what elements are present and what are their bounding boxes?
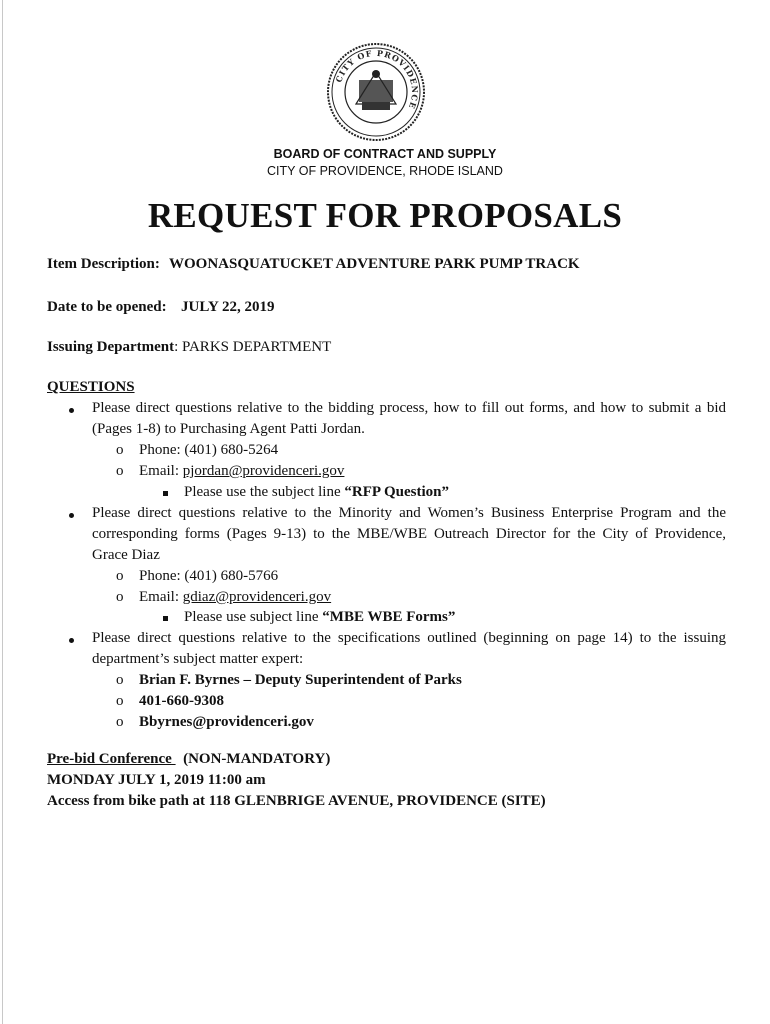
bullet1-email-row bbox=[139, 463, 344, 480]
bullet2-line2: corresponding forms (Pages 9-13) to the MBE/WBE Outreach Director for the City of Providence, bbox=[92, 526, 726, 542]
date-opened-value: JULY 22, 2019 bbox=[181, 299, 275, 315]
circle-bullet: o bbox=[116, 693, 124, 709]
circle-bullet: o bbox=[116, 463, 124, 479]
questions-heading: QUESTIONS bbox=[47, 379, 135, 395]
email-label: Email: bbox=[139, 463, 183, 479]
circle-bullet: o bbox=[116, 568, 124, 584]
bullet2-phone: Phone: (401) 680-5766 bbox=[139, 568, 279, 584]
item-description-value: WOONASQUATUCKET ADVENTURE PARK PUMP TRACK bbox=[169, 256, 580, 272]
issuing-department-value: : PARKS DEPARTMENT bbox=[174, 339, 332, 355]
contact-email[interactable]: Bbyrnes@providenceri.gov bbox=[139, 714, 314, 730]
bullet2-email-row bbox=[139, 589, 331, 606]
item-description-label: Item Description: bbox=[47, 256, 160, 272]
subject-rfp-question: “RFP Question” bbox=[344, 484, 449, 500]
bullet1-phone: Phone: (401) 680-5264 bbox=[139, 442, 279, 458]
bullet2-line3: Grace Diaz bbox=[92, 547, 160, 563]
org-line-board: BOARD OF CONTRACT AND SUPPLY bbox=[273, 147, 497, 161]
prebid-heading-row bbox=[47, 751, 330, 768]
email-link-pjordan[interactable]: pjordan@providenceri.gov bbox=[182, 463, 345, 479]
prebid-heading: Pre-bid Conference bbox=[47, 751, 176, 767]
city-seal bbox=[326, 42, 426, 142]
svg-text:CITY OF PROVIDENCE: CITY OF PROVIDENCE bbox=[333, 47, 421, 111]
square-bullet bbox=[163, 616, 168, 621]
email-link-gdiaz[interactable]: gdiaz@providenceri.gov bbox=[182, 589, 332, 605]
bullet1-subject-row bbox=[184, 484, 449, 501]
circle-bullet: o bbox=[116, 589, 124, 605]
bullet3-line2: department’s subject matter expert: bbox=[92, 651, 304, 667]
issuing-department-field bbox=[47, 339, 331, 356]
subject-text: Please use the subject line bbox=[184, 484, 345, 500]
prebid-date: MONDAY JULY 1, 2019 11:00 am bbox=[47, 772, 266, 788]
org-line-city: CITY OF PROVIDENCE, RHODE ISLAND bbox=[267, 164, 503, 178]
bullet2-subject-row bbox=[184, 609, 455, 626]
email-label: Email: bbox=[139, 589, 183, 605]
bullet-dot bbox=[69, 408, 74, 413]
bullet1-line2: (Pages 1-8) to Purchasing Agent Patti Jordan. bbox=[92, 421, 365, 437]
circle-bullet: o bbox=[116, 442, 124, 458]
date-opened-label: Date to be opened: bbox=[47, 299, 167, 315]
bullet1-line1: Please direct questions relative to the bidding process, how to fill out forms, and how to submit a bid bbox=[92, 400, 726, 416]
bullet-dot bbox=[69, 638, 74, 643]
contact-phone: 401-660-9308 bbox=[139, 693, 224, 709]
bullet-dot bbox=[69, 513, 74, 518]
subject-mbe-wbe-forms: “MBE WBE Forms” bbox=[322, 609, 456, 625]
bullet2-line1: Please direct questions relative to the Minority and Women’s Business Enterprise Program and the bbox=[92, 505, 726, 521]
page-title: REQUEST FOR PROPOSALS bbox=[147, 196, 623, 235]
issuing-department-label: Issuing Department bbox=[47, 339, 175, 355]
contact-name-title: Brian F. Byrnes – Deputy Superintendent of Parks bbox=[139, 672, 462, 688]
bullet3-line1: Please direct questions relative to the specifications outlined (beginning on page 14) to the issuing bbox=[92, 630, 726, 646]
square-bullet bbox=[163, 491, 168, 496]
circle-bullet: o bbox=[116, 672, 124, 688]
prebid-mandatory: (NON-MANDATORY) bbox=[183, 751, 331, 767]
subject-text: Please use subject line bbox=[184, 609, 323, 625]
circle-bullet: o bbox=[116, 714, 124, 730]
prebid-access: Access from bike path at 118 GLENBRIGE AVENUE, PROVIDENCE (SITE) bbox=[47, 793, 546, 809]
